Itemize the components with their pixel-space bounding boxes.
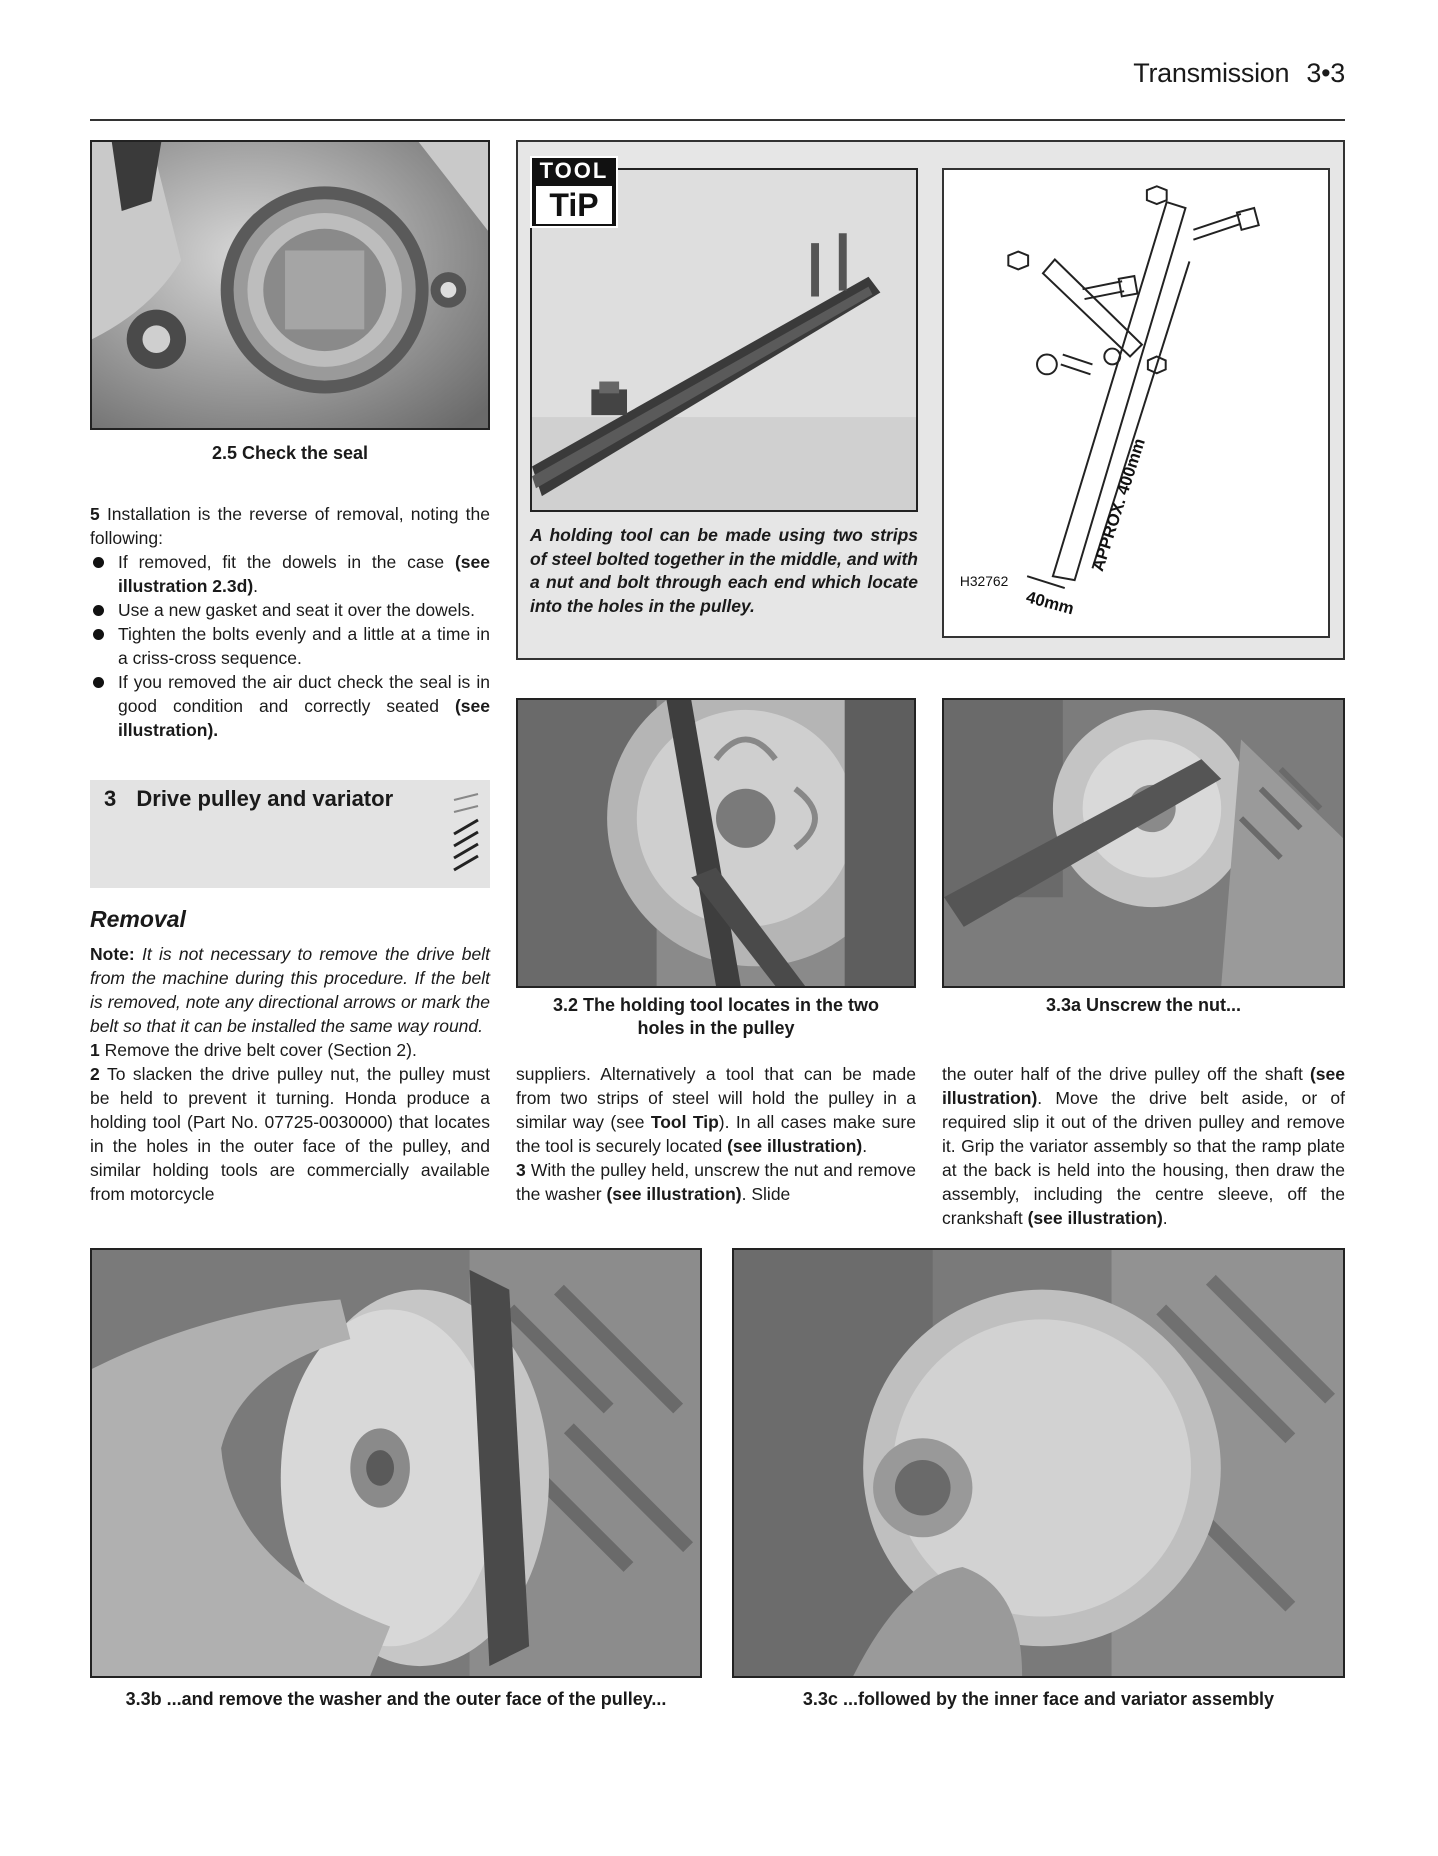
illustration-ref: (see illustration) (727, 1136, 863, 1156)
paragraph-2 (90, 1062, 490, 1206)
photo-3-2 (516, 698, 916, 988)
left-column (90, 502, 490, 742)
middle-column (516, 1062, 916, 1206)
caption-3-2-line2: holes in the pulley (637, 1018, 795, 1039)
section-title (104, 786, 393, 812)
paragraph-number: 2 (90, 1064, 100, 1084)
paragraph-number: 1 (90, 1040, 100, 1060)
paragraph-1 (90, 1038, 490, 1062)
caption-3-3a: 3.3a Unscrew the nut... (1045, 995, 1242, 1015)
illustration-ref: (see illustration 2.3d) (118, 552, 490, 596)
middle-paragraph (516, 1062, 916, 1158)
note-text: It is not necessary to remove the drive belt from the machine during this procedure. If the belt is removed, note any directional arrows or mark the belt so that it can be installed the same way round. (90, 944, 490, 1036)
caption-2-5: 2.5 Check the seal (211, 443, 369, 463)
bullet-3 (90, 622, 490, 670)
photo-3-3c (732, 1248, 1345, 1678)
spanner-rating-icon (448, 790, 484, 880)
bullet-1 (90, 550, 490, 598)
right-column (942, 1062, 1345, 1230)
photo-3-3a (942, 698, 1345, 988)
section-number: 3 (104, 786, 117, 811)
bullet-text: Tighten the bolts evenly and a little at a time in a criss-cross sequence. (118, 624, 490, 668)
paragraph-text: With the pulley held, unscrew the nut and remove the washer (516, 1160, 916, 1204)
bullet-text: If removed, fit the dowels in the case (118, 552, 455, 572)
bullet-4 (90, 670, 490, 742)
right-paragraph (942, 1062, 1345, 1230)
bullet-text: Use a new gasket and seat it over the dowels. (118, 600, 476, 620)
diagram-ref: H32762 (959, 573, 1009, 590)
tool-tip-badge (530, 156, 618, 228)
diagram-width-label: 40mm (1024, 587, 1076, 619)
illustration-ref: (see illustration) (942, 1064, 1345, 1108)
paragraph-text: Remove the drive belt cover (Section 2). (104, 1040, 417, 1060)
body-text: . Slide (741, 1184, 791, 1204)
badge-top-text: TOOL (539, 158, 609, 183)
bullet-2 (90, 598, 490, 622)
body-text: . Move the drive belt aside, or of required slip it out of the driven pulley and remove it. Grip the variator assembly so that the ramp plate at the back is held into the housing, then draw the assembly, including the centre sleeve, off the crankshaft (942, 1088, 1345, 1228)
body-text: the outer half of the drive pulley off the shaft (942, 1064, 1310, 1084)
paragraph-5 (90, 502, 490, 550)
chapter-title: Transmission (1133, 58, 1290, 88)
body-text: suppliers. Alternatively a tool that can be made from two strips of steel will hold the pulley in a similar way (see (516, 1064, 916, 1132)
diagram-length-label: APPROX. 400mm (1088, 436, 1149, 574)
paragraph-text: Installation is the reverse of removal, noting the following: (90, 504, 490, 548)
paragraph-text: To slacken the drive pulley nut, the pulley must be held to prevent it turning. Honda produce a holding tool (Part No. 07725-0030000) that locates in the holes in the outer face of the pulley, and similar holding tools are commercially available from motorcycle (90, 1064, 490, 1204)
paragraph-number: 5 (90, 504, 100, 524)
illustration-ref: (see illustration). (118, 696, 490, 740)
caption-3-3c: 3.3c ...followed by the inner face and variator assembly (802, 1689, 1275, 1709)
paragraph-number: 3 (516, 1160, 526, 1180)
photo-3-3b (90, 1248, 702, 1678)
caption-3-2-line1: 3.2 The holding tool locates in the two (552, 995, 879, 1015)
subheading-removal: Removal (90, 906, 186, 932)
photo-2-5 (90, 140, 490, 430)
note (90, 942, 490, 1038)
body-text: . (862, 1136, 868, 1156)
tool-tip-text: A holding tool can be made using two strips of steel bolted together in the middle, and with a nut and bolt through each end which locate into the holes in the pulley. (530, 525, 918, 616)
body-text: ). In all cases make sure the tool is securely located (516, 1112, 916, 1156)
bullet-end: . (253, 576, 259, 596)
illustration-ref: (see illustration) (1027, 1208, 1163, 1228)
illustration-ref: (see illustration) (606, 1184, 742, 1204)
note-label: Note: (90, 944, 135, 964)
badge-bottom-text: TiP (536, 186, 612, 224)
page-header (1010, 58, 1345, 89)
section-title-text: Drive pulley and variator (136, 786, 394, 811)
bullet-text: If you removed the air duct check the seal is in good condition and correctly seated (118, 672, 490, 716)
tool-tip-ref: Tool Tip (650, 1112, 719, 1132)
body-text: . (1162, 1208, 1168, 1228)
holding-tool-diagram (942, 168, 1330, 638)
header-rule (90, 119, 1345, 121)
paragraph-3 (516, 1158, 916, 1206)
removal-text (90, 942, 490, 1206)
page-number: 3•3 (1306, 58, 1345, 88)
caption-3-3b: 3.3b ...and remove the washer and the outer face of the pulley... (125, 1689, 667, 1709)
